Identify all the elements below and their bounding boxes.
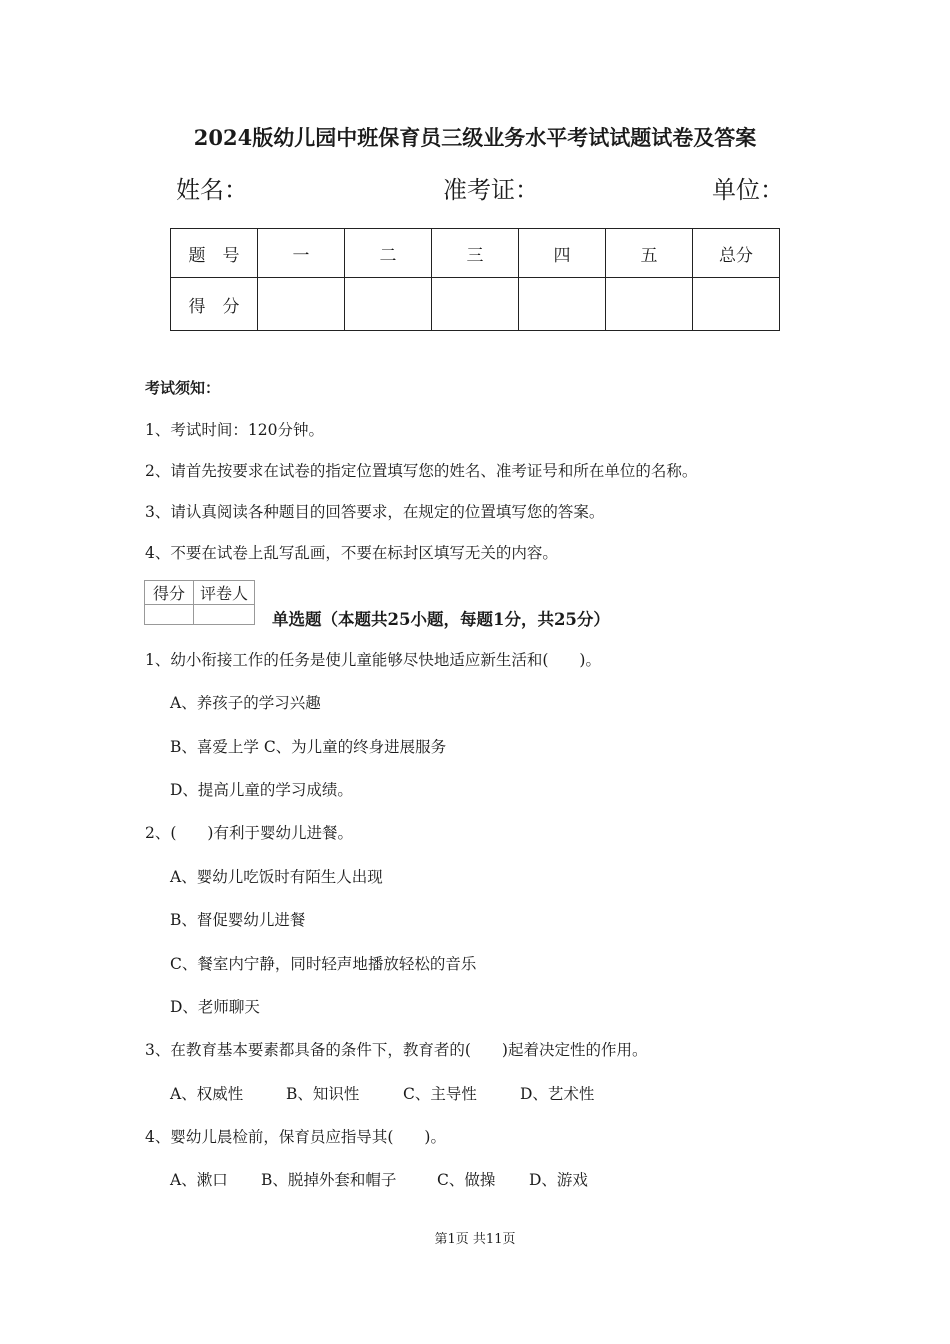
option: A、婴幼儿吃饭时有陌生人出现 [170, 868, 383, 886]
option: D、老师聊天 [170, 998, 260, 1016]
option: A、权威性 [170, 1085, 244, 1103]
score-table-header-cell: 三 [432, 229, 519, 278]
unit-field-label: 单位： [712, 176, 784, 204]
grader-box [144, 580, 255, 625]
score-table-header-cell: 总分 [693, 229, 780, 278]
score-cell [693, 278, 780, 331]
section-title: 单选题（本题共25小题，每题1分，共25分） [272, 610, 610, 629]
option: A、漱口 [170, 1171, 228, 1189]
option: B、督促婴幼儿进餐 [170, 911, 306, 929]
question-stem: 2、( )有利于婴幼儿进餐。 [145, 824, 353, 842]
score-cell [519, 278, 606, 331]
option: C、主导性 [403, 1085, 477, 1103]
notice-item: 1、考试时间：120分钟。 [145, 421, 324, 439]
option: C、做操 [437, 1171, 496, 1189]
notice-heading: 考试须知： [145, 379, 221, 397]
score-cell [432, 278, 519, 331]
score-cell [345, 278, 432, 331]
option: B、喜爱上学 C、为儿童的终身进展服务 [170, 738, 447, 756]
option: B、知识性 [286, 1085, 360, 1103]
name-field-label: 姓名： [176, 176, 248, 204]
question-stem: 4、婴幼儿晨检前，保育员应指导其( )。 [145, 1128, 446, 1146]
option: D、游戏 [529, 1171, 588, 1189]
option: C、餐室内宁静，同时轻声地播放轻松的音乐 [170, 955, 477, 973]
grader-score-label: 得分 [145, 581, 194, 605]
notice-item: 4、不要在试卷上乱写乱画，不要在标封区填写无关的内容。 [145, 544, 558, 562]
page-footer: 第1页 共11页 [434, 1232, 516, 1247]
score-table-header-cell: 题 号 [171, 229, 258, 278]
score-table-header-row [171, 229, 780, 278]
notice-item: 3、请认真阅读各种题目的回答要求，在规定的位置填写您的答案。 [145, 503, 605, 521]
score-table-header-cell: 四 [519, 229, 606, 278]
question-stem: 3、在教育基本要素都具备的条件下，教育者的( )起着决定性的作用。 [145, 1041, 648, 1059]
question-stem: 1、幼小衔接工作的任务是使儿童能够尽快地适应新生活和( )。 [145, 651, 601, 669]
option: A、养孩子的学习兴趣 [170, 694, 321, 712]
score-cell [606, 278, 693, 331]
grader-score-cell [145, 605, 194, 625]
score-row-label: 得 分 [171, 278, 258, 331]
option: D、提高儿童的学习成绩。 [170, 781, 353, 799]
grader-name-label: 评卷人 [194, 581, 255, 605]
score-table-score-row [171, 278, 780, 331]
score-table-header-cell: 一 [258, 229, 345, 278]
option: B、脱掉外套和帽子 [261, 1171, 397, 1189]
score-table-header-cell: 二 [345, 229, 432, 278]
option: D、艺术性 [520, 1085, 595, 1103]
notice-item: 2、请首先按要求在试卷的指定位置填写您的姓名、准考证号和所在单位的名称。 [145, 462, 698, 480]
grader-name-cell [194, 605, 255, 625]
score-table-header-cell: 五 [606, 229, 693, 278]
score-cell [258, 278, 345, 331]
exam-id-field-label: 准考证： [443, 176, 539, 204]
score-table [170, 228, 780, 331]
page-title: 2024版幼儿园中班保育员三级业务水平考试试题试卷及答案 [193, 125, 757, 150]
